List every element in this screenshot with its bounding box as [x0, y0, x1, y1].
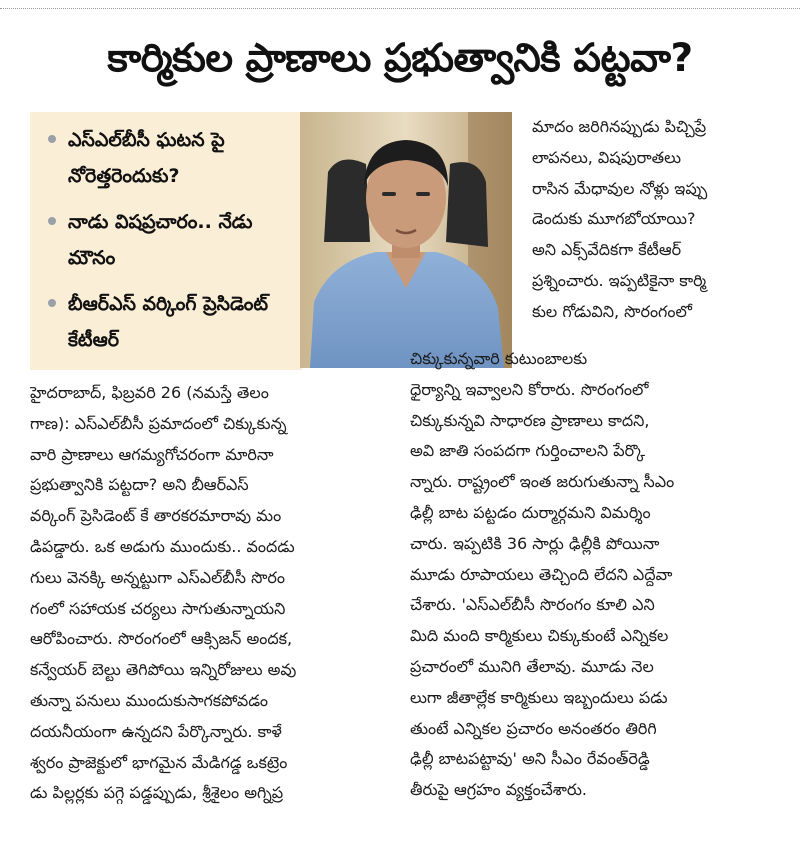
article-line: తీరుపై ఆగ్రహం వ్యక్తంచేశారు.: [410, 780, 588, 800]
article-line: మిది మంది కార్మికులు చిక్కుకుంటే ఎన్నికల: [410, 626, 669, 646]
article-line: రాసిన మేధావుల నోళ్లు ఇప్పు: [532, 178, 708, 198]
article-line: గాణ): ఎస్ఎల్‌బీసీ ప్రమాదంలో చిక్కుకున్న: [30, 413, 287, 433]
highlight-item: [48, 286, 292, 358]
highlight-item: [48, 122, 292, 194]
article-line: ప్రభుత్వానికి పట్టదా? అని బీఆర్ఎస్: [30, 475, 249, 495]
article-line: తుంటే ఎన్నికల ప్రచారం అనంతరం తిరిగి: [410, 718, 657, 738]
article-line: అవి జాతి సంపదగా గుర్తించాలని పేర్కొ: [410, 441, 646, 461]
article-line: చారు. ఇప్పటికి 36 సార్లు ఢిల్లీకి పోయినా: [410, 533, 660, 553]
article-line: శ్వరం ప్రాజెక్టులో భాగమైన మేడిగడ్డ ఒకట్రెం: [30, 752, 288, 772]
article-line: గంలో సహాయక చర్యలు సాగుతున్నాయని: [30, 598, 286, 618]
article-line: ప్రచారంలో మునిగి తేలావు. మూడు నెల: [410, 656, 654, 676]
article-line: వర్కింగ్ ప్రెసిడెంట్ కే తారకరమారావు మం: [30, 506, 282, 526]
article-line: మాదం జరిగినప్పుడు పిచ్చిప్రే: [532, 117, 707, 136]
article-line: ఆరోపించారు. సొరంగంలో ఆక్సిజన్ అందక,: [30, 629, 293, 649]
person-image: [300, 112, 512, 368]
top-divider: [0, 0, 800, 9]
article-line: న్నారు. రాష్ట్రంలో ఇంత జరుగుతున్నా సీఎం: [410, 472, 675, 492]
article-line: ప్రశ్నించారు. ఇప్పటికైనా కార్మి: [532, 270, 707, 290]
highlight-item: [48, 204, 292, 276]
bullet-icon: [48, 299, 56, 307]
article-line: చేశారు. 'ఎస్ఎల్‌బీసీ సొరంగం కూలి ఎని: [410, 595, 655, 615]
article-line: హైదరాబాద్, ఫిబ్రవరి 26 (నమస్తే తెలం: [30, 383, 269, 402]
portrait-photo: [300, 112, 512, 368]
article-line: అని ఎక్స్‌వేదికగా కేటీఆర్: [532, 240, 682, 260]
article-line: చిక్కుకున్నవారి కుటుంబాలకు: [410, 349, 588, 368]
article-line: లాపనలు, విషపురాతలు: [532, 147, 681, 167]
article-headline: కార్మికుల ప్రాణాలు ప్రభుత్వానికి పట్టవా?: [107, 36, 693, 81]
article-column-top-right: [532, 112, 782, 344]
article-line: చిక్కుకున్నవి సాధారణ ప్రాణాలు కాదని,: [410, 410, 650, 430]
article-line: డిపడ్డారు. ఒక అడుగు ముందుకు.. వందడు: [30, 536, 295, 556]
article-line: డెందుకు మూగబోయాయి?: [532, 209, 696, 229]
article-line: ధైర్యాన్ని ఇవ్వాలని కోరారు. సొరంగంలో: [410, 379, 649, 399]
highlight-text: ఎస్ఎల్‌బీసీ ఘటన పై నోరెత్తరెందుకు?: [68, 129, 225, 187]
bullet-icon: [48, 217, 56, 225]
article-line: కుల గోడువిని, సొరంగంలో: [532, 301, 692, 321]
highlight-text: బీఆర్ఎస్ వర్కింగ్ ప్రెసిడెంట్ కేటీఆర్: [68, 293, 269, 351]
article-column-left: [30, 378, 390, 848]
article-line: గులు వెనక్కి అన్నట్టుగా ఎస్ఎల్‌బీసీ సొరం: [30, 567, 285, 587]
article-line: తున్నా పనులు ముందుకుసాగకపోవడం: [30, 690, 269, 710]
article-line: ఢిల్లీ బాట పట్టడం దుర్మార్గమని విమర్శిం: [410, 502, 651, 522]
article-line: వారి ప్రాణాలు ఆగమ్యగోచరంగా మారినా: [30, 444, 274, 464]
bullet-icon: [48, 135, 56, 143]
article-line: ఢిల్లీ బాటపట్టావు' అని సీఎం రేవంత్‌రెడ్డి: [410, 749, 650, 769]
article-line: లుగా జీతాల్లేక కార్మికులు ఇబ్బందులు పడు: [410, 687, 668, 707]
article-line: మూడు రూపాయలు తెచ్చింది లేదని ఎద్దేవా: [410, 564, 673, 584]
article-line: దయనీయంగా ఉన్నదని పేర్కొన్నారు. కాళే: [30, 721, 282, 741]
highlights-box: [30, 112, 302, 370]
article-column-right: [410, 344, 782, 848]
article-line: కన్వేయర్ బెల్టు తెగిపోయి ఇన్నిరోజులు అవు: [30, 660, 297, 680]
highlight-text: నాడు విషప్రచారం.. నేడు మౌనం: [68, 211, 253, 269]
article-line: డు పిల్లర్లకు పగ్గె పడ్డప్పుడు, శ్రీశైలం అగ్నిప్ర: [30, 783, 284, 803]
